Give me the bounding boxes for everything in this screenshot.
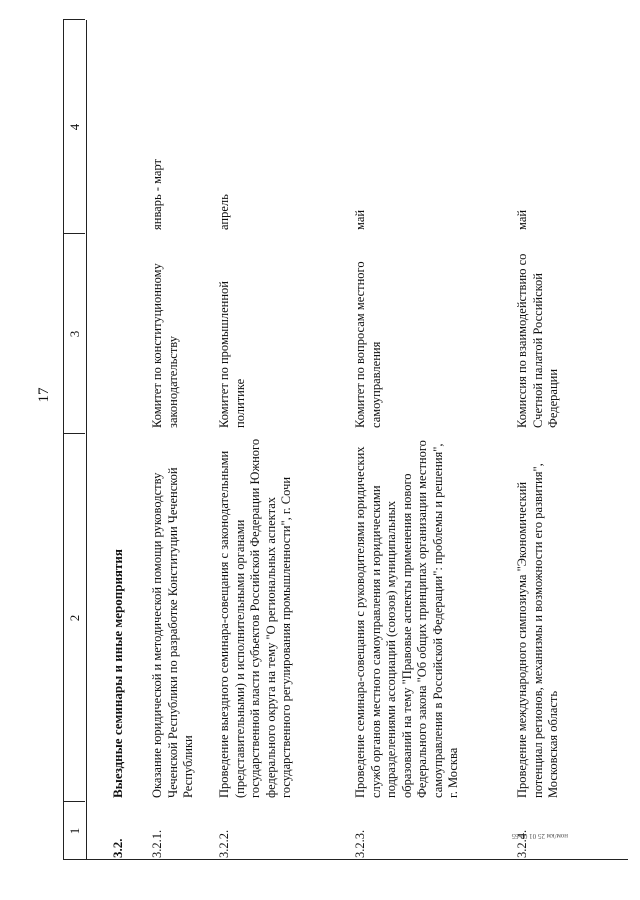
header-col-4: 4 xyxy=(67,123,82,131)
event-date: апрель xyxy=(217,194,231,230)
event-name: Оказание юридической и методической помощи руководству Чеченской Республики по разработке Конституции Чеченской Республики xyxy=(150,467,195,798)
responsible-committee: Комитет по вопросам местного самоуправления xyxy=(353,261,383,428)
event-date: январь - март xyxy=(150,158,164,230)
responsible-committee: Комитет по промышленной политике xyxy=(217,281,247,428)
section-number: 3.2. xyxy=(110,838,125,858)
responsible-committee: Комиссия по взаимодействию со Счетной палатой Российской Федерации xyxy=(515,253,560,428)
event-name: Проведение международного симпозиума "Экономический потенциал регионов, механизмы и возможности его развития", Московская область xyxy=(515,463,560,798)
column-divider-1 xyxy=(63,801,85,802)
header-col-2: 2 xyxy=(67,614,82,622)
event-name: Проведение семинара-совещания с руководителями юридических служб органов местного самоуправления и юридическими подразделениями ассоциаций (союзов) муниципальных образований на тему "Правовые аспекты применения нового Федерального закона "Об общих принципах организации местного самоуправления в Российской Федерации": проблемы и решения", г. Москва xyxy=(353,440,460,798)
table-header-row xyxy=(63,20,87,860)
table-border-right xyxy=(63,19,85,20)
header-col-1: 1 xyxy=(67,827,82,835)
row-number: 3.2.3. xyxy=(353,829,367,858)
header-col-3: 3 xyxy=(67,330,82,338)
event-date: май xyxy=(353,209,367,230)
row-number: 3.2.4. xyxy=(515,829,529,858)
table-border-left xyxy=(63,859,628,860)
event-name: Проведение выездного семинара-совещания с законодательными (представительными) и исполнительными органами государственной власти субъектов Российской Федерации Южного федерального округа на тему "О региональных аспектах государственного регулирования промышленности", г. Сочи xyxy=(217,438,293,798)
responsible-committee: Комитет по конституционному законодательству xyxy=(150,263,180,428)
rotated-table-page xyxy=(28,20,628,860)
footer-mark: ном/км 25 01 03 65 xyxy=(511,832,568,840)
row-number: 3.2.1. xyxy=(150,829,164,858)
column-divider-2 xyxy=(63,433,85,434)
page-number: 17 xyxy=(36,387,52,403)
section-title: Выездные семинары и иные мероприятия xyxy=(110,549,125,798)
column-divider-3 xyxy=(63,233,85,234)
row-number: 3.2.2. xyxy=(217,829,231,858)
event-date: май xyxy=(515,209,529,230)
